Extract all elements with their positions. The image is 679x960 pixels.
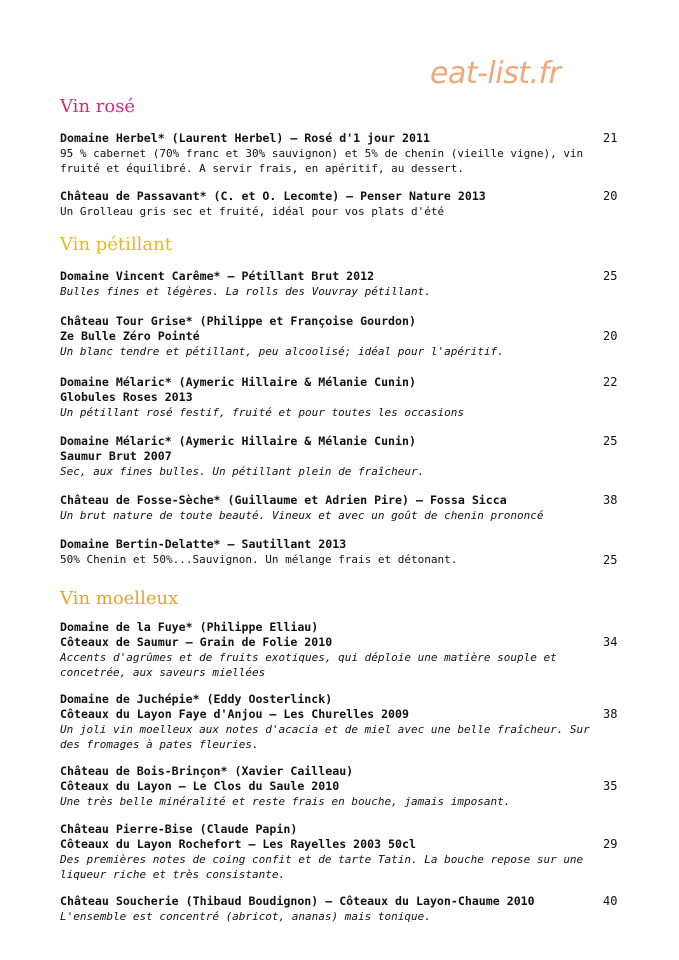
wine-entry (60, 434, 620, 479)
wine-name: Château Soucherie (Thibaud Boudignon) – Côteaux du Layon-Chaume 2010 (60, 894, 535, 908)
wine-description: 50% Chenin et 50%...Sauvignon. Un mélange frais et détonant. (60, 553, 458, 566)
wine-name: Domaine de la Fuye* (Philippe Elliau) Côteaux de Saumur – Grain de Folie 2010 (60, 620, 333, 649)
wine-entry (60, 692, 620, 752)
wine-entry (60, 269, 620, 299)
wine-name: Château de Bois-Brinçon* (Xavier Cailleau) Côteaux du Layon – Le Clos du Saule 2010 (60, 764, 354, 793)
wine-price: 22 (603, 375, 618, 389)
wine-description: Accents d'agrûmes et de fruits exotiques, qui déploie une matière souple et concetrée, aux saveurs miellées (60, 651, 557, 679)
wine-name: Domaine Vincent Carême* – Pétillant Brut 2012 (60, 269, 375, 283)
wine-price: 25 (603, 553, 618, 567)
wine-price: 20 (603, 329, 618, 343)
wine-price: 40 (603, 894, 618, 908)
wine-description: Un Grolleau gris sec et fruité, idéal pour vos plats d'été (60, 205, 445, 218)
wine-description: Un pétillant rosé festif, fruité et pour toutes les occasions (60, 406, 464, 419)
wine-entry (60, 537, 620, 567)
wine-entry (60, 314, 620, 359)
wine-entry (60, 189, 620, 219)
wine-name: Domaine Mélaric* (Aymeric Hillaire & Mélanie Cunin) Globules Roses 2013 (60, 375, 416, 404)
wine-name: Domaine de Juchépie* (Eddy Oosterlinck) Côteaux du Layon Faye d'Anjou – Les Churelles 2009 (60, 692, 410, 721)
wine-description: Sec, aux fines bulles. Un pétillant plein de fraîcheur. (60, 465, 425, 478)
wine-price: 35 (603, 779, 618, 793)
wine-entry (60, 620, 620, 680)
wine-name: Château Pierre-Bise (Claude Papin) Côteaux du Layon Rochefort – Les Rayelles 2003 50cl (60, 822, 416, 851)
wine-description: 95 % cabernet (70% franc et 30% sauvignon) et 5% de chenin (vieille vigne), vin fruité et équilibré. A servir frais, en apéritif, au dessert. (60, 147, 584, 175)
wine-name: Château Tour Grise* (Philippe et Françoise Gourdon) Ze Bulle Zéro Pointé (60, 314, 416, 343)
wine-price: 38 (603, 493, 618, 507)
wine-description: Un blanc tendre et pétillant, peu alcoolisé; idéal pour l'apéritif. (60, 345, 504, 358)
wine-price: 21 (603, 131, 618, 145)
wine-name: Château de Passavant* (C. et O. Lecomte) – Penser Nature 2013 (60, 189, 486, 203)
wine-price: 38 (603, 707, 618, 721)
wine-entry (60, 764, 620, 809)
wine-description: Des premières notes de coing confit et de tarte Tatin. La bouche repose sur une liqueur riche et très consistante. (60, 853, 584, 881)
wine-name: Château de Fosse-Sèche* (Guillaume et Adrien Pire) – Fossa Sicca (60, 493, 507, 507)
wine-name: Domaine Mélaric* (Aymeric Hillaire & Mélanie Cunin) Saumur Brut 2007 (60, 434, 416, 463)
wine-description: Bulles fines et légères. La rolls des Vouvray pétillant. (60, 285, 431, 298)
wine-price: 29 (603, 837, 618, 851)
wine-entry (60, 375, 620, 420)
wine-description: Un brut nature de toute beauté. Vineux et avec un goût de chenin prononcé (60, 509, 544, 522)
section-title-moelleux: Vin moelleux (60, 588, 179, 609)
wine-price: 25 (603, 269, 618, 283)
wine-entry (60, 131, 620, 176)
section-title-petillant: Vin pétillant (60, 234, 172, 255)
section-title-rose: Vin rosé (60, 96, 136, 117)
wine-price: 20 (603, 189, 618, 203)
wine-price: 34 (603, 635, 618, 649)
site-watermark: eat-list.fr (430, 56, 561, 91)
wine-description: Une très belle minéralité et reste frais en bouche, jamais imposant. (60, 795, 511, 808)
wine-entry (60, 822, 620, 882)
wine-description: L'ensemble est concentré (abricot, ananas) mais tonique. (60, 910, 431, 923)
wine-price: 25 (603, 434, 618, 448)
wine-name: Domaine Herbel* (Laurent Herbel) – Rosé d'1 jour 2011 (60, 131, 430, 145)
wine-description: Un joli vin moelleux aux notes d'acacia et de miel avec une belle fraîcheur. Sur des fromages à pates fleuries. (60, 723, 590, 751)
wine-entry (60, 894, 620, 924)
wine-entry (60, 493, 620, 523)
wine-name: Domaine Bertin-Delatte* – Sautillant 2013 (60, 537, 347, 551)
